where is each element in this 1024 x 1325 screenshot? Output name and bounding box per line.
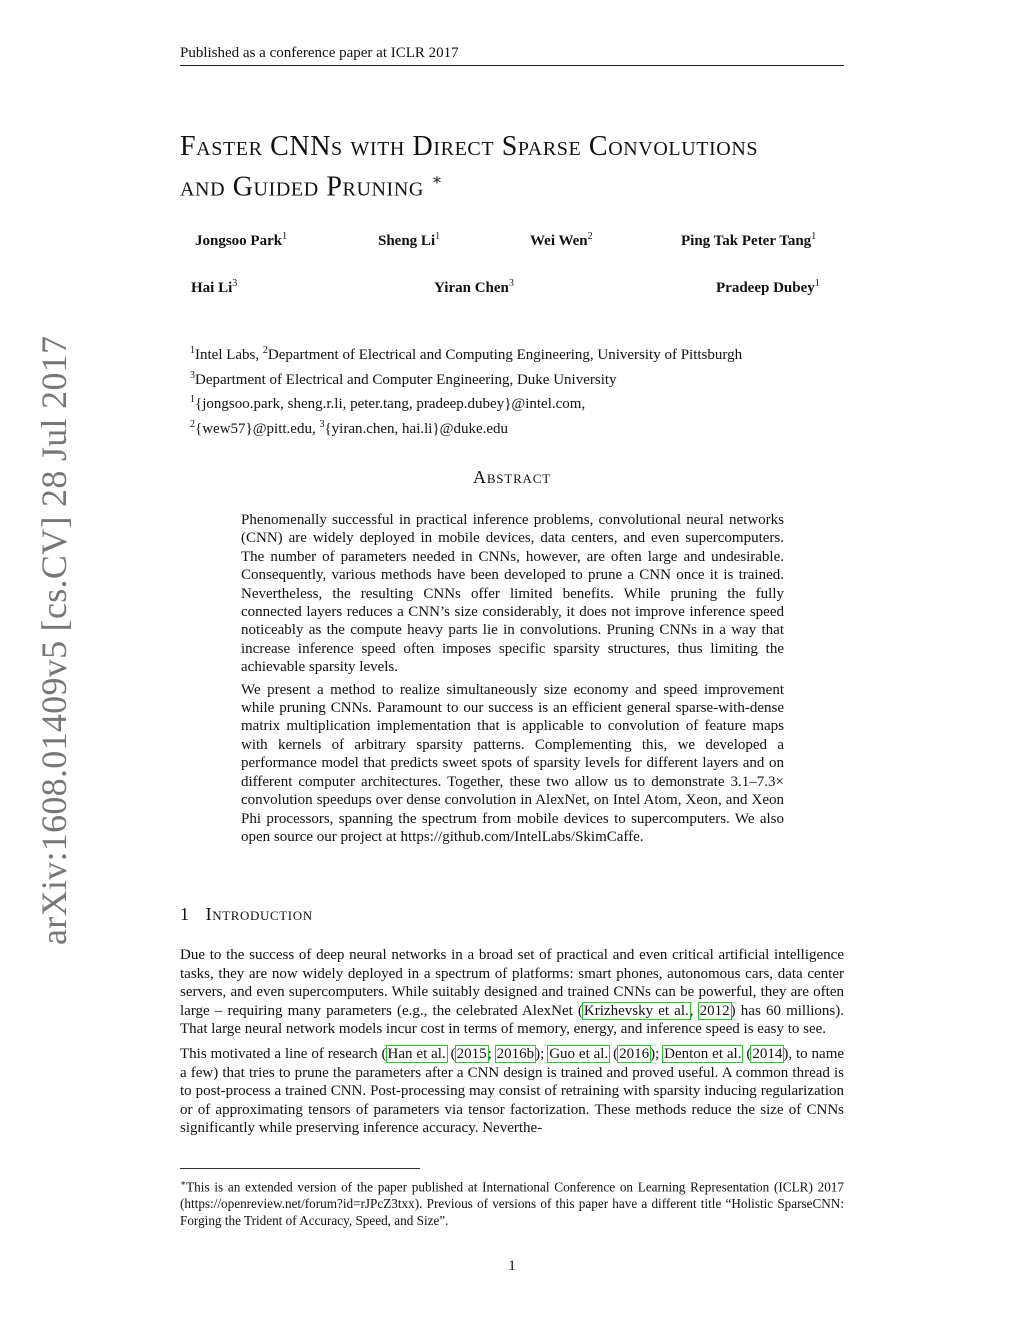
affil-text: Department of Electrical and Computer Engineering, Duke University bbox=[195, 371, 617, 388]
author-name: Wei Wen bbox=[530, 233, 588, 249]
title-line-2: and Guided Pruning bbox=[180, 171, 424, 203]
affil-mark: 2 bbox=[262, 345, 268, 356]
body-paragraph bbox=[180, 1045, 844, 1138]
arxiv-stamp: arXiv:1608.01409v5 [cs.CV] 28 Jul 2017 bbox=[34, 335, 74, 945]
paper-title bbox=[180, 130, 860, 204]
body-text: ); bbox=[535, 1045, 549, 1062]
citation-link[interactable]: 2016 bbox=[619, 1045, 650, 1062]
body-paragraph bbox=[180, 946, 844, 1039]
running-header: Published as a conference paper at ICLR 2017 bbox=[180, 44, 844, 66]
affil-mark: 1 bbox=[190, 394, 195, 405]
email-text: {wew57}@pitt.edu, bbox=[195, 420, 320, 437]
author-name: Pradeep Dubey bbox=[716, 280, 815, 296]
affil-mark: 3 bbox=[319, 418, 325, 430]
author bbox=[378, 228, 440, 250]
citation-link[interactable]: 2016b bbox=[496, 1045, 535, 1062]
body-text: ), to name a few) that tries to prune the parameters after a CNN design is trained and proved useful. A common thread is to post-process a trained CNN. Post-processing may consist of retraining with sparsity inducing regularization or of approximating tensors of parameters via tensor factorization. These methods reduce the size of CNNs significantly while preserving inference accuracy. Neverthe- bbox=[180, 1045, 845, 1137]
author-affil: 1 bbox=[811, 231, 817, 242]
citation-link[interactable]: Krizhevsky et al. bbox=[583, 1002, 689, 1019]
affil-text: Department of Electrical and Computing Engineering, University of Pittsburgh bbox=[267, 347, 743, 363]
body-text: ( bbox=[446, 1045, 456, 1062]
citation-link[interactable]: Han et al. bbox=[387, 1045, 446, 1062]
citation-link[interactable]: Denton et al. bbox=[664, 1045, 742, 1062]
author-name: Sheng Li bbox=[378, 233, 436, 249]
citation-link[interactable]: 2015 bbox=[456, 1045, 487, 1062]
title-line-1: Faster CNNs with Direct Sparse Convolutions bbox=[180, 131, 759, 162]
author-affil: 1 bbox=[435, 231, 441, 242]
footnote-mark: ∗ bbox=[180, 1178, 187, 1188]
section-body bbox=[180, 946, 844, 1144]
affil-text: Intel Labs, bbox=[195, 347, 263, 363]
author bbox=[434, 275, 514, 297]
affiliations bbox=[190, 341, 840, 439]
section-heading bbox=[180, 904, 313, 925]
author-affil: 1 bbox=[814, 278, 820, 289]
body-text: Due to the success of deep neural networks in a broad set of practical and even critical artificial intelligence tasks, they are now widely deployed in a spectrum of platforms: smart phones, autonomous cars, data center servers, and even supercomputers. While suitably designed and trained CNNs can be powerful, they are often large – requiring many parameters (e.g., the celebrated AlexNet ( bbox=[180, 947, 844, 1019]
citation-link[interactable]: 2014 bbox=[752, 1045, 783, 1062]
body-text: ; bbox=[487, 1045, 496, 1062]
author bbox=[681, 228, 816, 250]
author-affil: 1 bbox=[282, 231, 288, 242]
email-line bbox=[190, 415, 840, 440]
body-text: ); bbox=[650, 1045, 664, 1062]
body-text: ( bbox=[609, 1045, 619, 1062]
author-affil: 3 bbox=[232, 278, 238, 289]
affiliation-line bbox=[190, 341, 840, 366]
affil-mark: 3 bbox=[190, 369, 195, 381]
author bbox=[716, 275, 820, 297]
footnote bbox=[180, 1175, 844, 1229]
footnote-text: This is an extended version of the paper published at International Conference on Learning Representation (ICLR) 2017 (https://openreview.net/forum?id=rJPcZ3txx). Previous of versions of this paper have a different title “Holistic SparseCNN: Forging the Trident of Accuracy, Speed, and Size”. bbox=[180, 1179, 844, 1229]
author bbox=[191, 275, 237, 297]
citation-link[interactable]: 2012 bbox=[699, 1002, 730, 1019]
author-name: Hai Li bbox=[191, 280, 233, 296]
email-text: {yiran.chen, hai.li}@duke.edu bbox=[324, 420, 509, 437]
author-name: Jongsoo Park bbox=[195, 233, 283, 249]
affil-mark: 1 bbox=[190, 345, 195, 356]
author bbox=[195, 228, 287, 250]
abstract-paragraph: We present a method to realize simultaneously size economy and speed improvement while pruning CNNs. Paramount to our success is an efficient general sparse-with-dense matrix multiplication implementation that is applicable to convolution of feature maps with kernels of arbitrary sparsity patterns. Complementing this, we developed a performance model that predicts sweet spots of sparsity levels for different layers and on different computer architectures. Together, these two allow us to demonstrate 3.1–7.3× convolution speedups over dense convolution in AlexNet, on Intel Atom, Xeon, and Xeon Phi processors, spanning the spectrum from mobile devices to supercomputers. We also open source our project at https://github.com/IntelLabs/SkimCaffe. bbox=[241, 681, 784, 845]
author bbox=[530, 228, 593, 250]
email-line bbox=[190, 390, 840, 415]
abstract-body bbox=[241, 511, 784, 850]
email-text: {jongsoo.park, sheng.r.li, peter.tang, pradeep.dubey}@intel.com, bbox=[195, 396, 586, 412]
body-text: ( bbox=[742, 1045, 752, 1062]
abstract-paragraph: Phenomenally successful in practical inference problems, convolutional neural networks (CNN) are widely deployed in mobile devices, data centers, and even supercomputers. The number of parameters needed in CNNs, however, are often large and undesirable. Consequently, various methods have been developed to prune a CNN once it is trained. Nevertheless, the resulting CNNs offer limited benefits. While pruning the fully connected layers reduces a CNN’s size considerably, it does not improve inference speed noticeably as the compute heavy parts lie in convolutions. Pruning CNNs in a way that increase inference speed often imposes specific sparsity structures, thus limiting the achievable sparsity levels. bbox=[241, 512, 784, 676]
page-number: 1 bbox=[508, 1258, 516, 1274]
footnote-rule bbox=[180, 1168, 420, 1169]
author-affil: 2 bbox=[587, 231, 593, 242]
section-number: 1 bbox=[180, 904, 190, 924]
body-text: , bbox=[689, 1002, 699, 1019]
affiliation-line bbox=[190, 366, 840, 391]
body-text: ) has 60 millions). That large neural network models incur cost in terms of memory, energy, and inference speed is easy to see. bbox=[180, 1002, 845, 1038]
author-name: Yiran Chen bbox=[434, 280, 509, 296]
citation-link[interactable]: Guo et al. bbox=[549, 1045, 609, 1062]
body-text: This motivated a line of research ( bbox=[180, 1045, 387, 1062]
section-title: Introduction bbox=[205, 904, 313, 924]
author-name: Ping Tak Peter Tang bbox=[681, 233, 812, 249]
author-affil: 3 bbox=[508, 278, 514, 289]
abstract-heading: Abstract bbox=[473, 467, 551, 487]
affil-mark: 2 bbox=[190, 418, 195, 430]
title-footnote-mark: ∗ bbox=[431, 172, 443, 189]
